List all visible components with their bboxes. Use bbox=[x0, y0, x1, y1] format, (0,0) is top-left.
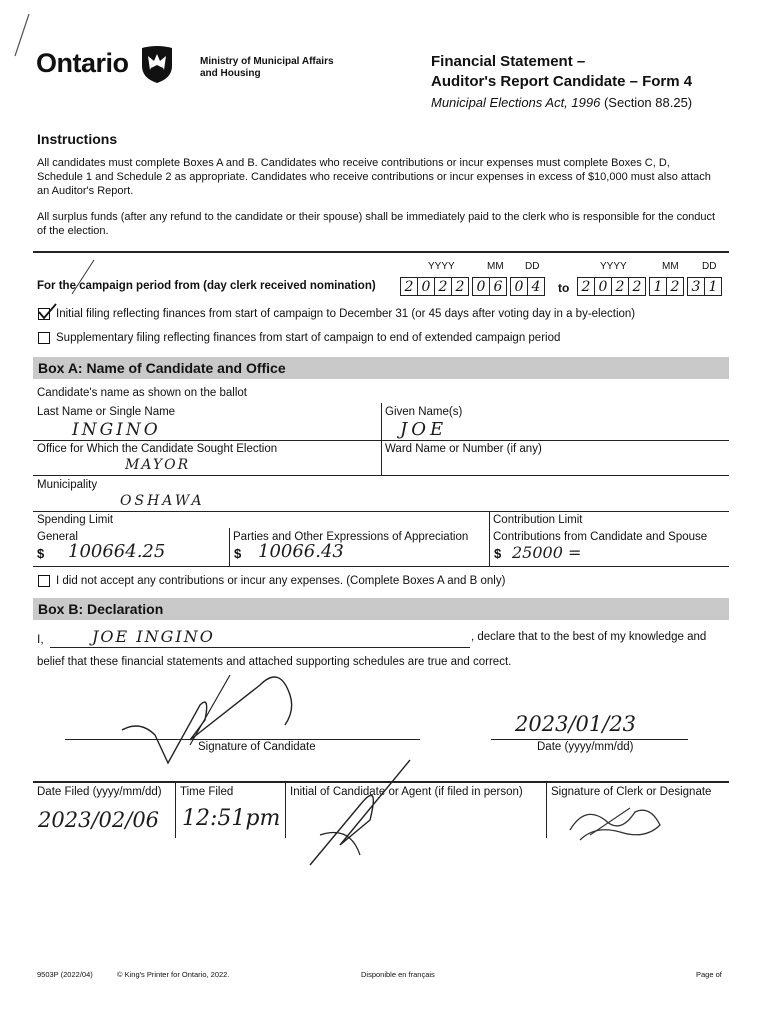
page-number: Page of bbox=[696, 970, 722, 979]
parties-value[interactable]: 10066.43 bbox=[258, 541, 344, 562]
office-label: Office for Which the Candidate Sought Election bbox=[37, 443, 278, 455]
divider bbox=[33, 566, 729, 567]
from-digit: 6 bbox=[489, 277, 507, 296]
box-b-header: Box B: Declaration bbox=[33, 598, 729, 620]
box-a-header: Box A: Name of Candidate and Office bbox=[33, 357, 729, 379]
initial-filing-label: Initial filing reflecting finances from start of campaign to December 31 (or 45 days after voting day in a by-election) bbox=[56, 308, 636, 320]
contributions-currency: $ bbox=[494, 546, 502, 561]
declarant-name[interactable]: JOE INGINO bbox=[92, 627, 215, 646]
ministry-line2: and Housing bbox=[200, 68, 261, 79]
last-name-value[interactable]: INGINO bbox=[72, 420, 161, 440]
from-date-field[interactable] bbox=[400, 277, 544, 296]
col-divider bbox=[175, 781, 176, 838]
form-title-line1: Financial Statement – bbox=[431, 53, 586, 70]
declaration-date-value[interactable]: 2023/01/23 bbox=[515, 712, 637, 736]
divider bbox=[33, 511, 729, 512]
agent-initial-signature bbox=[300, 755, 430, 870]
to-digit: 1 bbox=[649, 277, 667, 296]
from-digit: 0 bbox=[417, 277, 435, 296]
divider bbox=[33, 475, 729, 476]
declare-text: , declare that to the best of my knowledge and bbox=[471, 631, 707, 643]
act-name: Municipal Elections Act, 1996 bbox=[431, 95, 601, 110]
supplementary-filing-label: Supplementary filing reflecting finances from start of campaign to end of extended campaign period bbox=[56, 332, 561, 344]
ministry-line1: Ministry of Municipal Affairs bbox=[200, 56, 334, 67]
signature-line bbox=[65, 739, 420, 740]
to-digit: 2 bbox=[666, 277, 684, 296]
check-mark-icon bbox=[36, 302, 58, 322]
col-divider bbox=[381, 403, 382, 475]
french-availability: Disponible en français bbox=[361, 970, 435, 979]
from-mm-header: MM bbox=[487, 261, 504, 272]
to-digit: 1 bbox=[704, 277, 722, 296]
general-value[interactable]: 100664.25 bbox=[68, 541, 166, 562]
to-date-field[interactable] bbox=[577, 277, 721, 296]
from-digit: 0 bbox=[472, 277, 490, 296]
instructions-heading: Instructions bbox=[37, 131, 118, 147]
col-divider bbox=[489, 511, 490, 566]
belief-text: belief that these financial statements and attached supporting schedules are true and correct. bbox=[37, 656, 512, 668]
initial-agent-label: Initial of Candidate or Agent (if filed in person) bbox=[290, 786, 523, 798]
ward-label: Ward Name or Number (if any) bbox=[385, 443, 542, 455]
time-filed-label: Time Filed bbox=[180, 786, 234, 798]
printer-notice: © King's Printer for Ontario, 2022. bbox=[117, 970, 230, 979]
campaign-period-label: For the campaign period from (day clerk received nomination) bbox=[37, 280, 376, 292]
to-digit: 0 bbox=[594, 277, 612, 296]
given-names-value[interactable]: JOE bbox=[400, 419, 448, 440]
instructions-para2: All surplus funds (after any refund to the candidate or their spouse) shall be immediately paid to the clerk who is responsible for the conduct of the election. bbox=[37, 211, 716, 237]
declarant-name-line bbox=[50, 647, 470, 648]
from-digit: 0 bbox=[510, 277, 528, 296]
parties-currency: $ bbox=[234, 546, 242, 561]
spending-limit-label: Spending Limit bbox=[37, 514, 114, 526]
pen-stroke-mark bbox=[68, 258, 98, 298]
ballot-name-label: Candidate's name as shown on the ballot bbox=[37, 387, 247, 399]
general-currency: $ bbox=[37, 546, 45, 561]
given-names-label: Given Name(s) bbox=[385, 406, 463, 418]
form-title-line2: Auditor's Report Candidate – Form 4 bbox=[431, 73, 693, 90]
general-label: General bbox=[37, 531, 78, 543]
from-digit: 4 bbox=[527, 277, 545, 296]
ontario-trillium-logo-icon bbox=[140, 44, 174, 84]
time-filed-value[interactable]: 12:51pm bbox=[182, 806, 281, 831]
to-digit: 2 bbox=[628, 277, 646, 296]
to-digit: 2 bbox=[611, 277, 629, 296]
to-digit: 3 bbox=[687, 277, 705, 296]
no-contributions-checkbox[interactable] bbox=[38, 575, 50, 587]
divider bbox=[33, 251, 729, 253]
date-line bbox=[491, 739, 688, 740]
col-divider bbox=[285, 781, 286, 838]
contributions-value[interactable]: 25000 = bbox=[512, 543, 582, 562]
to-mm-header: MM bbox=[662, 261, 679, 272]
ontario-brand: Ontario bbox=[36, 48, 129, 78]
form-code: 9503P (2022/04) bbox=[37, 970, 93, 979]
no-contributions-label: I did not accept any contributions or incur any expenses. (Complete Boxes A and B only) bbox=[56, 575, 506, 587]
parties-label: Parties and Other Expressions of Appreciation bbox=[233, 531, 469, 543]
from-digit: 2 bbox=[451, 277, 469, 296]
col-divider bbox=[546, 781, 547, 838]
municipality-value[interactable]: OSHAWA bbox=[120, 493, 205, 509]
from-dd-header: DD bbox=[525, 261, 540, 272]
to-label: to bbox=[558, 281, 570, 295]
office-value[interactable]: MAYOR bbox=[125, 457, 191, 473]
date-label: Date (yyyy/mm/dd) bbox=[537, 741, 634, 753]
date-filed-label: Date Filed (yyyy/mm/dd) bbox=[37, 786, 162, 798]
from-digit: 2 bbox=[434, 277, 452, 296]
instructions-para1: All candidates must complete Boxes A and B. Candidates who receive contributions or incur expenses must complete Boxes C, D, Schedule 1 and Schedule 2 as appropriate. Candidates who receive contributions or incur expenses in excess of $10,000 must also attach an Auditor's Report. bbox=[37, 157, 711, 197]
signature-label: Signature of Candidate bbox=[198, 741, 316, 753]
form-subtitle bbox=[431, 95, 692, 110]
pen-stroke-mark bbox=[5, 10, 35, 60]
declaration-i-label: I, bbox=[37, 632, 44, 646]
to-dd-header: DD bbox=[702, 261, 717, 272]
to-yyyy-header: YYYY bbox=[600, 261, 627, 272]
from-digit: 2 bbox=[400, 277, 418, 296]
last-name-label: Last Name or Single Name bbox=[37, 406, 176, 418]
to-digit: 2 bbox=[577, 277, 595, 296]
act-section: (Section 88.25) bbox=[603, 95, 693, 110]
from-yyyy-header: YYYY bbox=[428, 261, 455, 272]
contribution-limit-label: Contribution Limit bbox=[493, 514, 583, 526]
divider bbox=[33, 440, 729, 441]
clerk-signature-label: Signature of Clerk or Designate bbox=[551, 786, 712, 798]
contributions-label: Contributions from Candidate and Spouse bbox=[493, 531, 708, 543]
supplementary-filing-checkbox[interactable] bbox=[38, 332, 50, 344]
col-divider bbox=[229, 528, 230, 566]
clerk-signature bbox=[560, 800, 670, 845]
municipality-label: Municipality bbox=[37, 479, 98, 491]
date-filed-value[interactable]: 2023/02/06 bbox=[38, 808, 160, 832]
